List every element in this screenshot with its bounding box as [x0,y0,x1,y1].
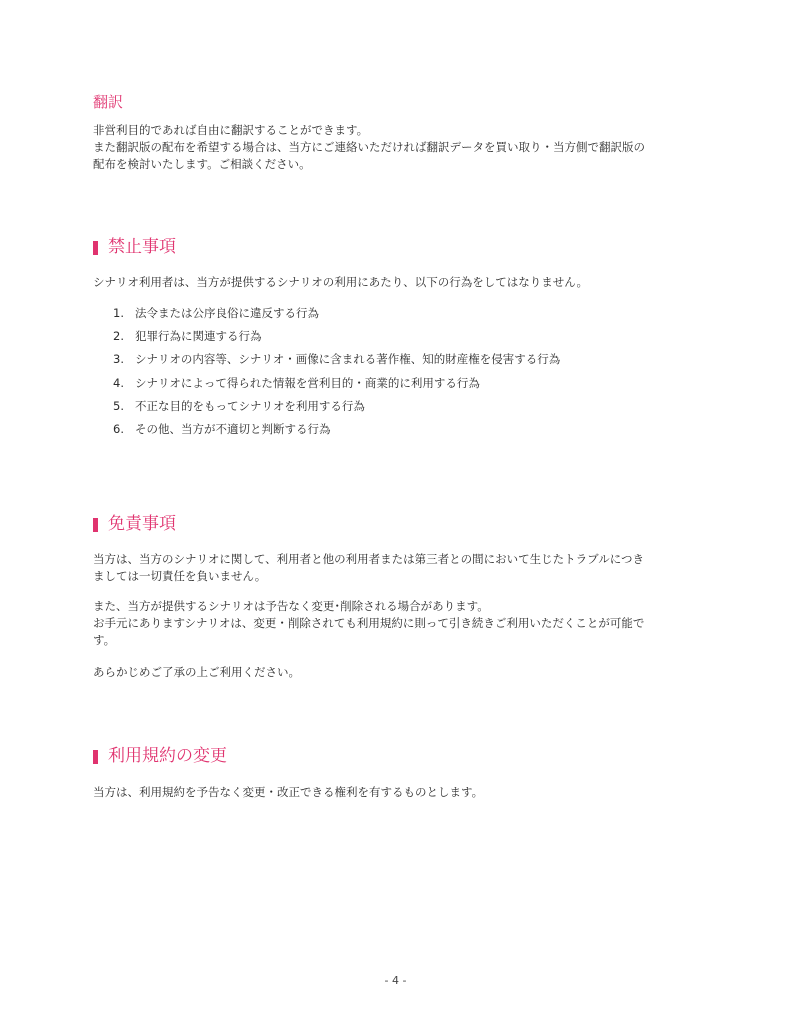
list-item [113,375,560,398]
page-number: - 4 - [384,974,407,987]
list-item-number: 2. [113,329,124,344]
prohibited-heading [93,236,176,258]
list-item-text: 不正な目的をもってシナリオを利用する行為 [135,398,365,413]
prohibited-intro [93,274,713,291]
changes-heading [93,745,227,767]
list-item-text: その他、当方が不適切と判断する行為 [135,421,331,436]
disclaimer-heading-text: 免責事項 [108,514,176,534]
list-item [113,398,560,421]
list-item-text: シナリオによって得られた情報を営利目的・商業的に利用する行為 [135,375,480,390]
heading-bar-icon [93,750,98,764]
translation-line: 配布を検討いたします。ご相談ください。 [93,157,311,171]
list-item [113,328,560,351]
translation-heading: 翻訳 [93,93,124,111]
translation-body [93,122,713,173]
prohibited-heading-text: 禁止事項 [108,237,176,257]
disclaimer-para-3 [93,664,713,681]
changes-heading-text: 利用規約の変更 [108,746,227,766]
list-item-number: 1. [113,306,124,320]
list-item [113,351,560,374]
list-item-text: 犯罪行為に関連する行為 [135,329,262,344]
disclaimer-line: 当方は、当方のシナリオに関して、利用者と他の利用者または第三者との間において生じたトラブルにつき [93,552,644,566]
changes-body [93,784,713,801]
prohibited-list [113,305,560,444]
list-item-number: 5. [113,398,124,413]
translation-line: 非営利目的であれば自由に翻訳することができます。 [93,123,369,137]
disclaimer-line: ましては一切責任を負いません。 [93,569,267,583]
list-item-number: 6. [113,421,124,436]
disclaimer-line: お手元にありますシナリオは、変更・削除されても利用規約に則って引き続きご利用いただくことが可能で [93,616,645,630]
list-item-text: 法令または公序良俗に違反する行為 [135,306,319,320]
list-item-text: シナリオの内容等、シナリオ・画像に含まれる著作権、知的財産権を侵害する行為 [135,352,561,367]
disclaimer-para-2 [93,598,713,649]
prohibited-intro-text: シナリオ利用者は、当方が提供するシナリオの利用にあたり、以下の行為をしてはなりません。 [93,275,588,289]
changes-text: 当方は、利用規約を予告なく変更・改正できる権利を有するものとします。 [93,785,484,799]
disclaimer-line: す。 [93,633,116,647]
list-item [113,421,560,444]
translation-line: また翻訳版の配布を希望する場合は、当方にご連絡いただければ翻訳データを買い取り・当方側で翻訳版の [93,140,645,154]
disclaimer-heading [93,513,176,535]
list-item [113,305,560,328]
heading-bar-icon [93,518,98,532]
list-item-number: 4. [113,375,124,390]
disclaimer-para-1 [93,551,713,585]
heading-bar-icon [93,241,98,255]
list-item-number: 3. [113,352,124,367]
disclaimer-line: また、当方が提供するシナリオは予告なく変更･削除される場合があります。 [93,599,489,613]
disclaimer-line: あらかじめご了承の上ご利用ください。 [93,665,300,679]
